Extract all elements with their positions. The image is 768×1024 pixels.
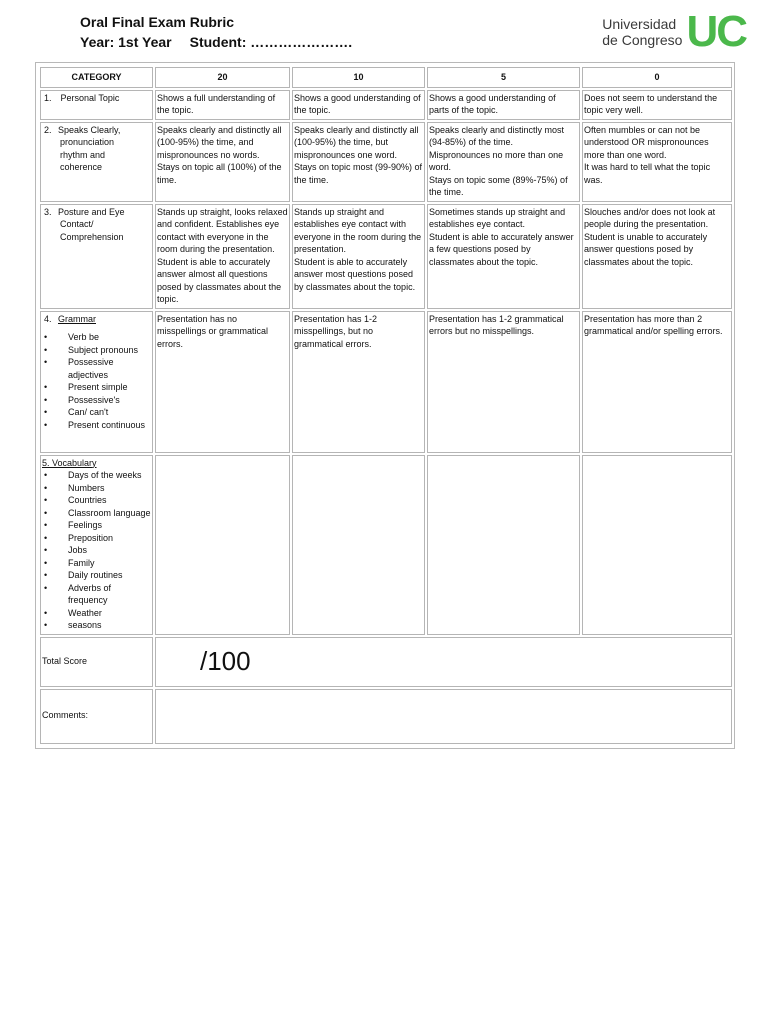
header-category: CATEGORY [40,67,153,88]
descriptor-cell: Presentation has 1-2 grammatical errors but no misspellings. [427,311,580,453]
descriptor-cell: Shows a good understanding of the topic. [292,90,425,120]
descriptor-cell: Sometimes stands up straight and establishes eye contact. Student is able to accurately answer a few questions posed by classmates about the topic. [427,204,580,309]
category-cell: 4. Grammar • Verb be • Subject pronouns • Possessive adjectives • Present simple • Possessive's • Can/ can't • Present continuous [40,311,153,453]
list-item: • Adverbs of frequency [42,582,151,607]
grammar-list [42,331,151,431]
year-label: Year: 1st Year [80,34,172,50]
year-student-line [80,32,352,52]
empty-cell [427,455,580,635]
descriptor-cell: Shows a good understanding of parts of the topic. [427,90,580,120]
descriptor-cell: Presentation has 1-2 misspellings, but no grammatical errors. [292,311,425,453]
list-item: • Possessive's [42,394,151,407]
list-item: • Verb be [42,331,151,344]
comments-field[interactable] [155,689,732,744]
descriptor-cell: Presentation has more than 2 grammatical and/or spelling errors. [582,311,732,453]
logo-line-2: de Congreso [602,32,683,48]
list-item: • Numbers [42,482,151,495]
list-item: • Days of the weeks [42,469,151,482]
logo-line-1: Universidad [602,16,677,32]
page-title: Oral Final Exam Rubric [80,14,235,30]
list-item: • Preposition [42,532,151,545]
descriptor-cell: Often mumbles or can not be understood OR mispronounces more than one word. It was hard to tell what the topic was. [582,122,732,202]
descriptor-cell: Stands up straight, looks relaxed and confident. Establishes eye contact with everyone in the room during the presentation. Student is able to accurately answer almost all questions posed by classmates about the topic. [155,204,290,309]
header-score-0: 0 [582,67,732,88]
category-label: 5. Vocabulary [42,457,97,468]
empty-cell [292,455,425,635]
table-header-row [40,67,732,88]
list-item: • Possessive adjectives [42,356,151,381]
list-item: • Feelings [42,519,151,532]
student-label: Student: …………………. [189,34,353,50]
descriptor-cell: Does not seem to understand the topic very well. [582,90,732,120]
descriptor-cell: Shows a full understanding of the topic. [155,90,290,120]
total-score-label: Total Score [40,637,153,687]
header-score-20: 20 [155,67,290,88]
vocabulary-list [42,469,151,632]
header-score-10: 10 [292,67,425,88]
list-item: • Countries [42,494,151,507]
category-cell: 1. Personal Topic [40,90,153,120]
category-label: Speaks Clearly, [58,124,121,135]
comments-row [40,689,732,744]
list-item: • Jobs [42,544,151,557]
table-row [40,204,732,309]
category-cell: 2. Speaks Clearly, pronunciation rhythm and coherence [40,122,153,202]
rubric-table-wrapper [35,62,735,749]
descriptor-cell: Speaks clearly and distinctly all (100-95%) the time, and mispronounces no words. Stays on topic all (100%) of the time. [155,122,290,202]
title-block [80,12,352,52]
category-cell [40,455,153,635]
total-score-value: /100 [155,637,732,687]
rubric-table [38,65,734,746]
page-header [0,0,768,60]
table-row [40,122,732,202]
descriptor-cell: Slouches and/or does not look at people during the presentation. Student is unable to accurately answer questions posed by classmates about the topic. [582,204,732,309]
descriptor-cell: Speaks clearly and distinctly most (94-85%) of the time. Mispronounces no more than one word. Stays on topic some (89%-75%) of the time. [427,122,580,202]
list-item: • Weather [42,607,151,620]
university-logo [602,7,746,56]
logo-mark: UC [686,7,746,56]
list-item: • Subject pronouns [42,344,151,357]
category-label: Grammar [58,313,96,324]
list-item: • Daily routines [42,569,151,582]
list-item: • Present continuous [42,419,151,432]
table-row [40,90,732,120]
list-item: • seasons [42,619,151,632]
category-cell: 3. Posture and Eye Contact/ Comprehension [40,204,153,309]
table-row [40,455,732,635]
table-row [40,311,732,453]
list-item: • Classroom language [42,507,151,520]
list-item: • Family [42,557,151,570]
logo-text [602,16,682,48]
list-item: • Present simple [42,381,151,394]
comments-label: Comments: [40,689,153,744]
descriptor-cell: Presentation has no misspellings or grammatical errors. [155,311,290,453]
category-label: Posture and Eye [58,206,125,217]
list-item: • Can/ can't [42,406,151,419]
descriptor-cell: Speaks clearly and distinctly all (100-95%) the time, but mispronounces one word. Stays on topic most (99-90%) of the time. [292,122,425,202]
header-score-5: 5 [427,67,580,88]
empty-cell [155,455,290,635]
empty-cell [582,455,732,635]
category-label: Personal Topic [60,92,120,103]
descriptor-cell: Stands up straight and establishes eye contact with everyone in the room during the presentation. Student is able to accurately answer most questions posed by classmates about the topic. [292,204,425,309]
total-score-row [40,637,732,687]
